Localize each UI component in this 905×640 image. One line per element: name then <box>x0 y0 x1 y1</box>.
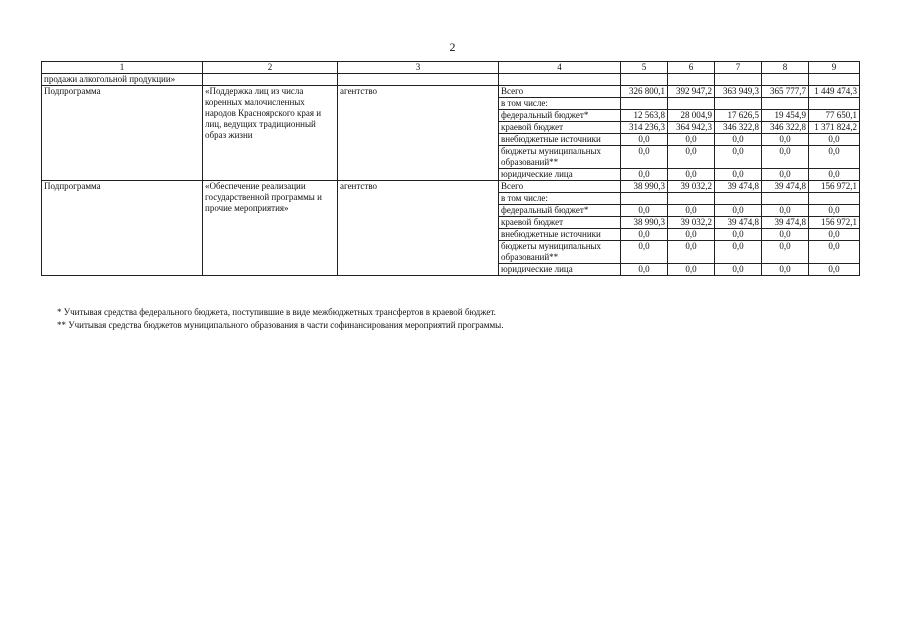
amount-cell <box>715 98 762 110</box>
amount-cell: 0,0 <box>762 134 809 146</box>
header-cell: 2 <box>203 62 338 74</box>
amount-cell: 0,0 <box>668 241 715 264</box>
page-number: 2 <box>449 40 456 54</box>
amount-cell: 39 474,8 <box>715 181 762 193</box>
amount-cell: 39 474,8 <box>762 181 809 193</box>
amount-cell: 314 236,3 <box>621 122 668 134</box>
funding-source-label: краевой бюджет <box>499 122 621 134</box>
header-cell: 5 <box>621 62 668 74</box>
amount-cell <box>762 193 809 205</box>
program-type-cell: Подпрограмма <box>42 181 203 276</box>
amount-cell: 0,0 <box>715 146 762 169</box>
amount-cell: 0,0 <box>621 229 668 241</box>
amount-cell: 19 454,9 <box>762 110 809 122</box>
amount-cell: 0,0 <box>762 169 809 181</box>
empty-cell <box>203 74 338 86</box>
empty-cell <box>499 74 621 86</box>
header-cell: 3 <box>338 62 499 74</box>
amount-cell <box>809 193 860 205</box>
continuation-row <box>42 74 860 86</box>
amount-cell: 38 990,3 <box>621 181 668 193</box>
amount-cell: 0,0 <box>762 241 809 264</box>
amount-cell: 0,0 <box>715 134 762 146</box>
funding-source-label: федеральный бюджет* <box>499 110 621 122</box>
header-cell: 9 <box>809 62 860 74</box>
footnote-municipal: ** Учитывая средства бюджетов муниципального образования в части софинансирования мероприятий программы. <box>57 320 504 330</box>
amount-cell: 12 563,8 <box>621 110 668 122</box>
amount-cell: 0,0 <box>809 205 860 217</box>
amount-cell: 326 800,1 <box>621 86 668 98</box>
amount-cell: 365 777,7 <box>762 86 809 98</box>
funding-source-label: бюджеты муниципальных образований** <box>499 241 621 264</box>
amount-cell: 0,0 <box>668 229 715 241</box>
amount-cell: 1 371 824,2 <box>809 122 860 134</box>
amount-cell <box>809 98 860 110</box>
amount-cell: 346 322,8 <box>762 122 809 134</box>
amount-cell: 0,0 <box>668 169 715 181</box>
amount-cell: 0,0 <box>762 205 809 217</box>
amount-cell: 0,0 <box>668 146 715 169</box>
table-row <box>42 86 860 98</box>
executor-cell: агентство <box>338 86 499 181</box>
amount-cell: 0,0 <box>762 146 809 169</box>
amount-cell: 39 032,2 <box>668 181 715 193</box>
amount-cell: 0,0 <box>668 134 715 146</box>
amount-cell: 77 650,1 <box>809 110 860 122</box>
amount-cell <box>668 98 715 110</box>
amount-cell <box>762 98 809 110</box>
funding-source-label: в том числе: <box>499 98 621 110</box>
program-name-cell: «Обеспечение реализации государственной программы и прочие мероприятия» <box>203 181 338 276</box>
funding-source-label: юридические лица <box>499 264 621 276</box>
amount-cell: 0,0 <box>621 134 668 146</box>
amount-cell: 38 990,3 <box>621 217 668 229</box>
amount-cell: 0,0 <box>668 205 715 217</box>
amount-cell: 1 449 474,3 <box>809 86 860 98</box>
amount-cell: 0,0 <box>809 229 860 241</box>
funding-source-label: в том числе: <box>499 193 621 205</box>
table-row <box>42 181 860 193</box>
funding-table <box>41 61 860 276</box>
amount-cell: 0,0 <box>809 134 860 146</box>
funding-source-label: федеральный бюджет* <box>499 205 621 217</box>
footnotes <box>57 306 503 332</box>
amount-cell: 0,0 <box>809 241 860 264</box>
amount-cell: 0,0 <box>715 169 762 181</box>
funding-source-label: юридические лица <box>499 169 621 181</box>
amount-cell <box>668 193 715 205</box>
amount-cell <box>621 98 668 110</box>
empty-cell <box>715 74 762 86</box>
footnote-federal: * Учитывая средства федерального бюджета, поступившие в виде межбюджетных трансфертов в краевой бюджет. <box>57 307 496 317</box>
amount-cell: 39 474,8 <box>715 217 762 229</box>
empty-cell <box>338 74 499 86</box>
amount-cell: 39 032,2 <box>668 217 715 229</box>
amount-cell: 0,0 <box>668 264 715 276</box>
amount-cell: 156 972,1 <box>809 181 860 193</box>
program-name-cell: «Поддержка лиц из числа коренных малочисленных народов Красноярского края и лиц, ведущих традиционный образ жизни <box>203 86 338 181</box>
amount-cell <box>715 193 762 205</box>
executor-cell: агентство <box>338 181 499 276</box>
empty-cell <box>621 74 668 86</box>
amount-cell: 0,0 <box>715 264 762 276</box>
amount-cell: 39 474,8 <box>762 217 809 229</box>
amount-cell: 392 947,2 <box>668 86 715 98</box>
amount-cell: 0,0 <box>809 146 860 169</box>
funding-source-label: внебюджетные источники <box>499 229 621 241</box>
amount-cell: 363 949,3 <box>715 86 762 98</box>
empty-cell <box>762 74 809 86</box>
amount-cell <box>621 193 668 205</box>
program-type-cell: Подпрограмма <box>42 86 203 181</box>
amount-cell: 17 626,5 <box>715 110 762 122</box>
amount-cell: 0,0 <box>715 205 762 217</box>
header-cell: 7 <box>715 62 762 74</box>
amount-cell: 0,0 <box>621 264 668 276</box>
empty-cell <box>809 74 860 86</box>
empty-cell <box>668 74 715 86</box>
funding-source-label: краевой бюджет <box>499 217 621 229</box>
amount-cell: 0,0 <box>715 241 762 264</box>
amount-cell: 0,0 <box>809 264 860 276</box>
amount-cell: 346 322,8 <box>715 122 762 134</box>
header-cell: 6 <box>668 62 715 74</box>
amount-cell: 0,0 <box>809 169 860 181</box>
header-cell: 8 <box>762 62 809 74</box>
amount-cell: 0,0 <box>715 229 762 241</box>
funding-source-label: Всего <box>499 86 621 98</box>
header-cell: 4 <box>499 62 621 74</box>
header-row <box>42 62 860 74</box>
funding-source-label: бюджеты муниципальных образований** <box>499 146 621 169</box>
amount-cell: 0,0 <box>762 264 809 276</box>
amount-cell: 0,0 <box>621 169 668 181</box>
amount-cell: 0,0 <box>762 229 809 241</box>
amount-cell: 156 972,1 <box>809 217 860 229</box>
continuation-cell: продажи алкогольной продукции» <box>42 74 203 86</box>
amount-cell: 0,0 <box>621 205 668 217</box>
funding-source-label: Всего <box>499 181 621 193</box>
amount-cell: 28 004,9 <box>668 110 715 122</box>
amount-cell: 364 942,3 <box>668 122 715 134</box>
header-cell: 1 <box>42 62 203 74</box>
amount-cell: 0,0 <box>621 146 668 169</box>
funding-source-label: внебюджетные источники <box>499 134 621 146</box>
amount-cell: 0,0 <box>621 241 668 264</box>
